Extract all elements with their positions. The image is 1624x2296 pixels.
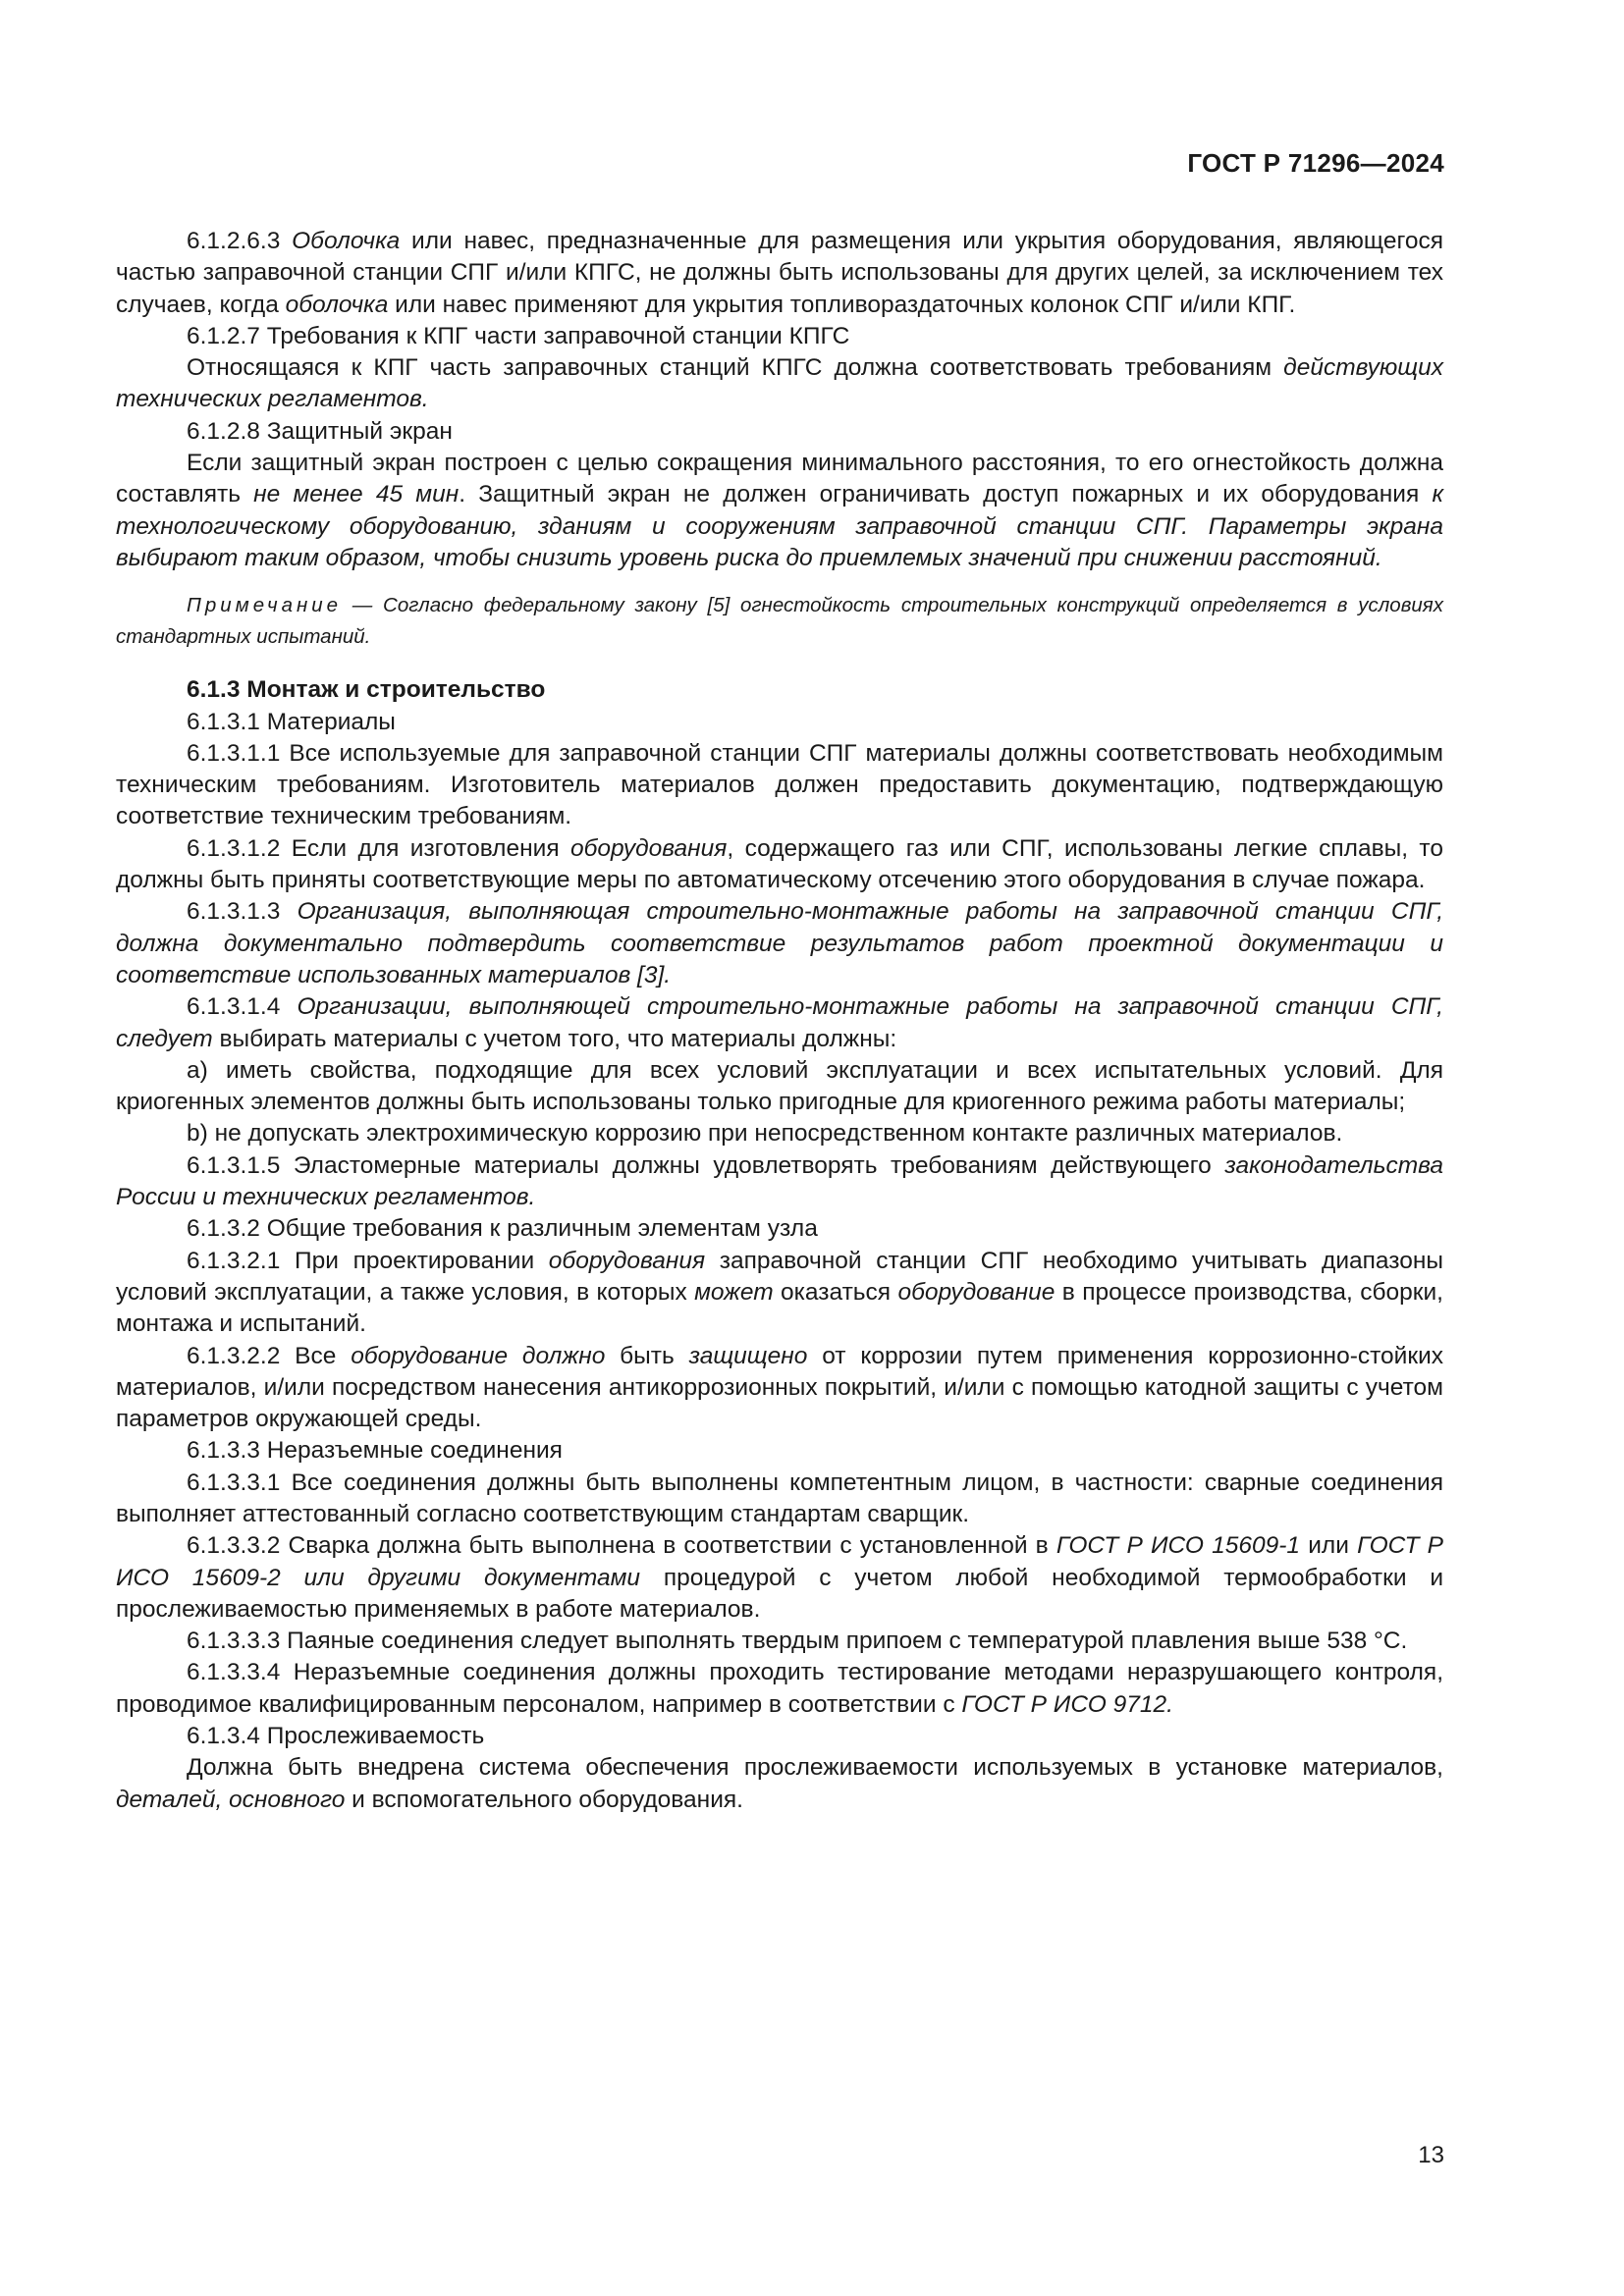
italic-text: деталей, основного (116, 1786, 346, 1813)
text-segment: в процессе производства, сборки, монтажа и испытаний. (116, 1278, 1443, 1338)
text-segment: 6.1.3 Монтаж и строительство (187, 676, 546, 704)
italic-text: оборудование должно (351, 1342, 606, 1369)
paragraph (116, 1435, 1443, 1467)
text-segment: 6.1.3.3 Неразъемные соединения (187, 1437, 563, 1465)
text-segment: 6.1.3.1.4 (187, 993, 298, 1021)
text-segment: 6.1.3.3.3 Паяные соединения следует выполнять твердым припоем с температурой плавления выше 538 °С. (187, 1628, 1408, 1655)
text-segment: a) иметь свойства, подходящие для всех условий эксплуатации и всех испытательных условий. Для криогенных элементов должны быть использованы только пригодные для криогенного режима работы материалы; (116, 1056, 1443, 1116)
text-segment: или (1300, 1532, 1358, 1560)
text-segment: 6.1.2.8 Защитный экран (187, 417, 453, 445)
paragraph (116, 738, 1443, 833)
text-segment: 6.1.3.2.1 При проектировании (187, 1247, 549, 1274)
note-label: Примечание (187, 594, 343, 617)
paragraph (116, 1055, 1443, 1119)
italic-text: к технологическому оборудованию, зданиям и сооружениям заправочной станции СПГ. Параметры экрана выбирают таким образом, чтобы снизить уровень риска до приемлемых значений при снижении расстояний. (116, 481, 1444, 571)
text-segment: 6.1.3.1.3 (187, 898, 298, 926)
italic-text: Оболочка (292, 228, 401, 254)
text-segment: 6.1.3.4 Прослеживаемость (187, 1723, 485, 1750)
text-segment: 6.1.2.6.3 (187, 228, 293, 254)
page-number: 13 (1418, 2142, 1444, 2168)
text-segment: Должна быть внедрена система обеспечения прослеживаемости используемых в установке материалов, (187, 1754, 1443, 1782)
text-segment: 6.1.3.2 Общие требования к различным элементам узла (187, 1215, 818, 1243)
text-segment: 6.1.2.7 Требования к КПГ части заправочной станции КПГС (187, 322, 850, 349)
paragraph (116, 1530, 1443, 1626)
paragraph (116, 1246, 1443, 1341)
text-segment: 6.1.3.3.1 Все соединения должны быть выполнены компетентным лицом, в частности: сварные соединения выполняет аттестованный согласно соответствующим стандартам сварщик. (116, 1468, 1443, 1527)
paragraph (116, 352, 1443, 416)
note-paragraph (116, 590, 1443, 653)
italic-text: действующих технических регламентов. (116, 354, 1443, 413)
paragraph (116, 1150, 1443, 1214)
document-id-header: ГОСТ Р 71296—2024 (1187, 148, 1444, 178)
paragraph (116, 896, 1443, 991)
text-segment: 6.1.3.1 Материалы (187, 708, 396, 735)
paragraph (116, 674, 1443, 706)
paragraph (116, 1657, 1443, 1721)
text-segment: . Защитный экран не должен ограничивать доступ пожарных и их оборудования (459, 481, 1433, 508)
text-segment: процедурой с учетом любой необходимой термообработки и прослеживаемостью применяемых в работе материалов. (116, 1564, 1444, 1623)
italic-text: может (694, 1278, 774, 1306)
text-segment: Если защитный экран построен с целью сокращения минимального расстояния, то его огнестойкость должна составлять (116, 450, 1443, 508)
text-segment: b) не допускать электрохимическую коррозию при непосредственном контакте различных материалов. (187, 1120, 1343, 1148)
italic-text: ГОСТ Р ИСО 9712. (961, 1690, 1173, 1718)
text-segment: — Согласно федеральному закону [5] огнестойкость строительных конструкций определяется в условиях стандартных испытаний. (116, 594, 1443, 649)
italic-text: защищено (688, 1342, 808, 1369)
text-segment: выбирать материалы с учетом того, что материалы должны: (212, 1025, 897, 1052)
italic-text: оборудование (897, 1278, 1056, 1306)
paragraph (116, 226, 1443, 321)
italic-text: Организации, выполняющей строительно-монтажные работы на заправочной станции СПГ, следует (116, 993, 1443, 1052)
text-segment: 6.1.3.1.1 Все используемые для заправочной станции СПГ материалы должны соответствовать необходимым техническим требованиям. Изготовитель материалов должен предоставить документацию, подтверждающую соответствие техническим требованиям. (116, 739, 1443, 830)
paragraph (116, 321, 1443, 352)
text-segment: 6.1.3.3.4 Неразъемные соединения должны проходить тестирование методами неразрушающего контроля, проводимое квалифицированным персоналом, например в соответствии с (116, 1659, 1443, 1718)
italic-text: не менее 45 мин (253, 481, 460, 508)
text-segment: или навес применяют для укрытия топливораздаточных колонок СПГ и/или КПГ. (388, 291, 1296, 318)
text-segment: 6.1.3.3.2 Сварка должна быть выполнена в соответствии с установленной в (187, 1532, 1056, 1560)
italic-text: оболочка (285, 291, 389, 318)
italic-text: Организация, выполняющая строительно-монтажные работы на заправочной станции СПГ, должна документально подтвердить соответствие результатов работ проектной документации и соответствие использованных материалов [3]. (116, 898, 1444, 988)
text-segment: 6.1.3.2.2 Все (187, 1342, 352, 1369)
text-segment: или навес, предназначенные для размещения или укрытия оборудования, являющегося частью заправочной станции СПГ и/или КПГС, не должны быть использованы для других целей, за исключением тех случаев, когда (116, 228, 1443, 318)
italic-text: ГОСТ Р ИСО 15609-2 или другими документами (116, 1532, 1443, 1591)
text-segment: 6.1.3.1.2 Если для изготовления (187, 834, 571, 862)
paragraph (116, 1468, 1443, 1531)
text-segment: от коррозии путем применения коррозионно-стойких материалов, и/или посредством нанесения антикоррозионных покрытий, и/или с помощью катодной защиты с учетом параметров окружающей среды. (116, 1342, 1444, 1433)
text-segment: и вспомогательного оборудования. (345, 1786, 743, 1813)
italic-text: ГОСТ Р ИСО 15609-1 (1056, 1532, 1301, 1560)
text-segment: 6.1.3.1.5 Эластомерные материалы должны удовлетворять требованиям действующего (187, 1151, 1225, 1179)
paragraph (116, 448, 1443, 574)
italic-text: оборудования (570, 834, 728, 862)
italic-text: законодательства России и технических регламентов. (116, 1151, 1443, 1211)
italic-text: оборудования (548, 1247, 706, 1274)
paragraph (116, 833, 1443, 897)
paragraph (116, 1752, 1443, 1816)
paragraph (116, 1118, 1443, 1149)
document-body (116, 226, 1443, 1816)
text-segment: , содержащего газ или СПГ, использованы легкие сплавы, то должны быть приняты соответствующие меры по автоматическому отсечению этого оборудования в случае пожара. (116, 834, 1443, 894)
paragraph (116, 707, 1443, 738)
paragraph (116, 1626, 1443, 1657)
text-segment: Относящаяся к КПГ часть заправочных станций КПГС должна соответствовать требованиям (187, 354, 1284, 382)
paragraph (116, 1721, 1443, 1752)
text-segment: быть (605, 1342, 689, 1369)
text-segment: заправочной станции СПГ необходимо учитывать диапазоны условий эксплуатации, а также условия, в которых (116, 1247, 1443, 1306)
paragraph (116, 991, 1443, 1055)
paragraph (116, 1341, 1443, 1436)
paragraph (116, 1213, 1443, 1245)
text-segment: оказаться (773, 1278, 898, 1306)
paragraph (116, 416, 1443, 448)
